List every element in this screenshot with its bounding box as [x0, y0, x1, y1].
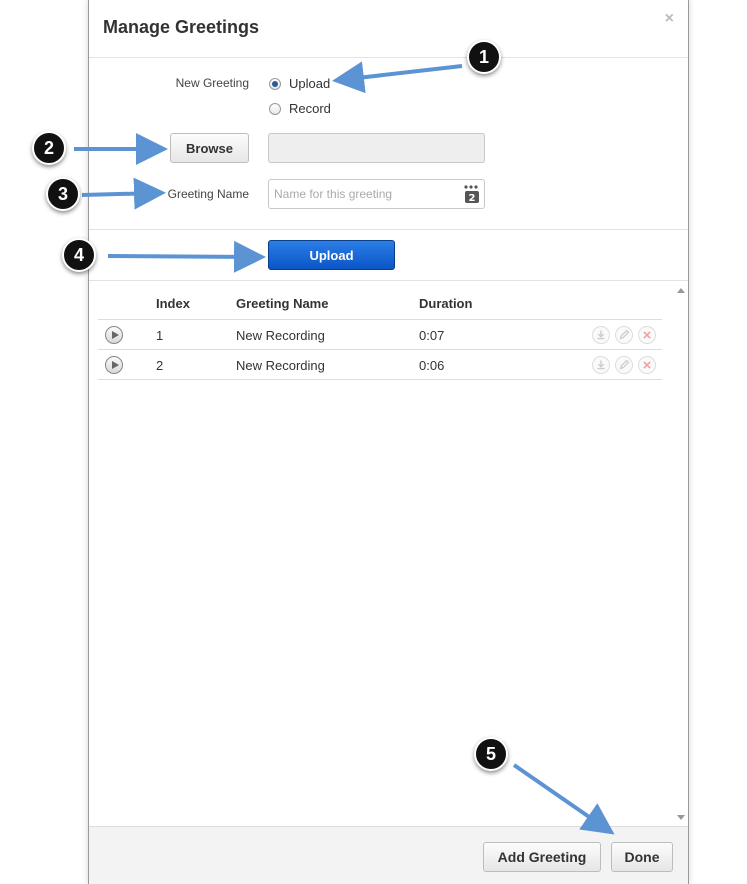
radio-record-label: Record [289, 101, 331, 116]
column-header-duration: Duration [419, 296, 473, 311]
download-icon[interactable] [592, 326, 610, 344]
row-duration: 0:07 [419, 328, 445, 343]
scroll-up-arrow-icon[interactable] [677, 288, 685, 293]
callout-badge-4: 4 [62, 238, 96, 272]
row-index: 1 [156, 328, 164, 343]
browse-button[interactable]: Browse [170, 133, 249, 163]
delete-icon[interactable] [638, 326, 656, 344]
svg-text:2: 2 [468, 193, 476, 204]
radio-record-control[interactable] [269, 103, 281, 115]
delete-icon[interactable] [638, 356, 656, 374]
new-greeting-label: New Greeting [175, 76, 249, 90]
play-icon[interactable] [105, 356, 123, 374]
row-greeting-name: New Recording [236, 358, 325, 373]
row-index: 2 [156, 358, 164, 373]
dialog-footer [89, 826, 688, 884]
upload-button[interactable]: Upload [268, 240, 395, 270]
column-header-greeting-name: Greeting Name [236, 296, 329, 311]
file-path-field[interactable] [268, 133, 485, 163]
edit-icon[interactable] [615, 326, 633, 344]
dialog-header [89, 0, 688, 58]
greeting-name-input[interactable] [268, 179, 485, 209]
greeting-name-label: Greeting Name [167, 187, 249, 201]
table-row [98, 320, 662, 350]
callout-badge-1: 1 [467, 40, 501, 74]
row-greeting-name: New Recording [236, 328, 325, 343]
callout-badge-3: 3 [46, 177, 80, 211]
table-row [98, 350, 662, 380]
column-header-index: Index [156, 296, 190, 311]
callout-badge-5: 5 [474, 737, 508, 771]
callout-badge-2: 2 [32, 131, 66, 165]
play-icon[interactable] [105, 326, 123, 344]
radio-upload-label: Upload [289, 76, 331, 91]
edit-icon[interactable] [615, 356, 633, 374]
radio-upload-control[interactable] [269, 78, 281, 90]
close-icon[interactable]: × [664, 10, 674, 27]
dialog-title: Manage Greetings [103, 17, 260, 37]
row-duration: 0:06 [419, 358, 445, 373]
add-greeting-button[interactable]: Add Greeting [483, 842, 601, 872]
manage-greetings-dialog [88, 0, 689, 884]
text-counter-icon [463, 184, 481, 204]
table-divider [89, 280, 688, 281]
table-scrollbar[interactable] [674, 282, 688, 826]
radio-upload[interactable] [269, 76, 330, 91]
form-divider [89, 229, 688, 230]
download-icon[interactable] [592, 356, 610, 374]
scroll-down-arrow-icon[interactable] [677, 815, 685, 820]
done-button[interactable]: Done [611, 842, 673, 872]
radio-record[interactable] [269, 101, 331, 116]
